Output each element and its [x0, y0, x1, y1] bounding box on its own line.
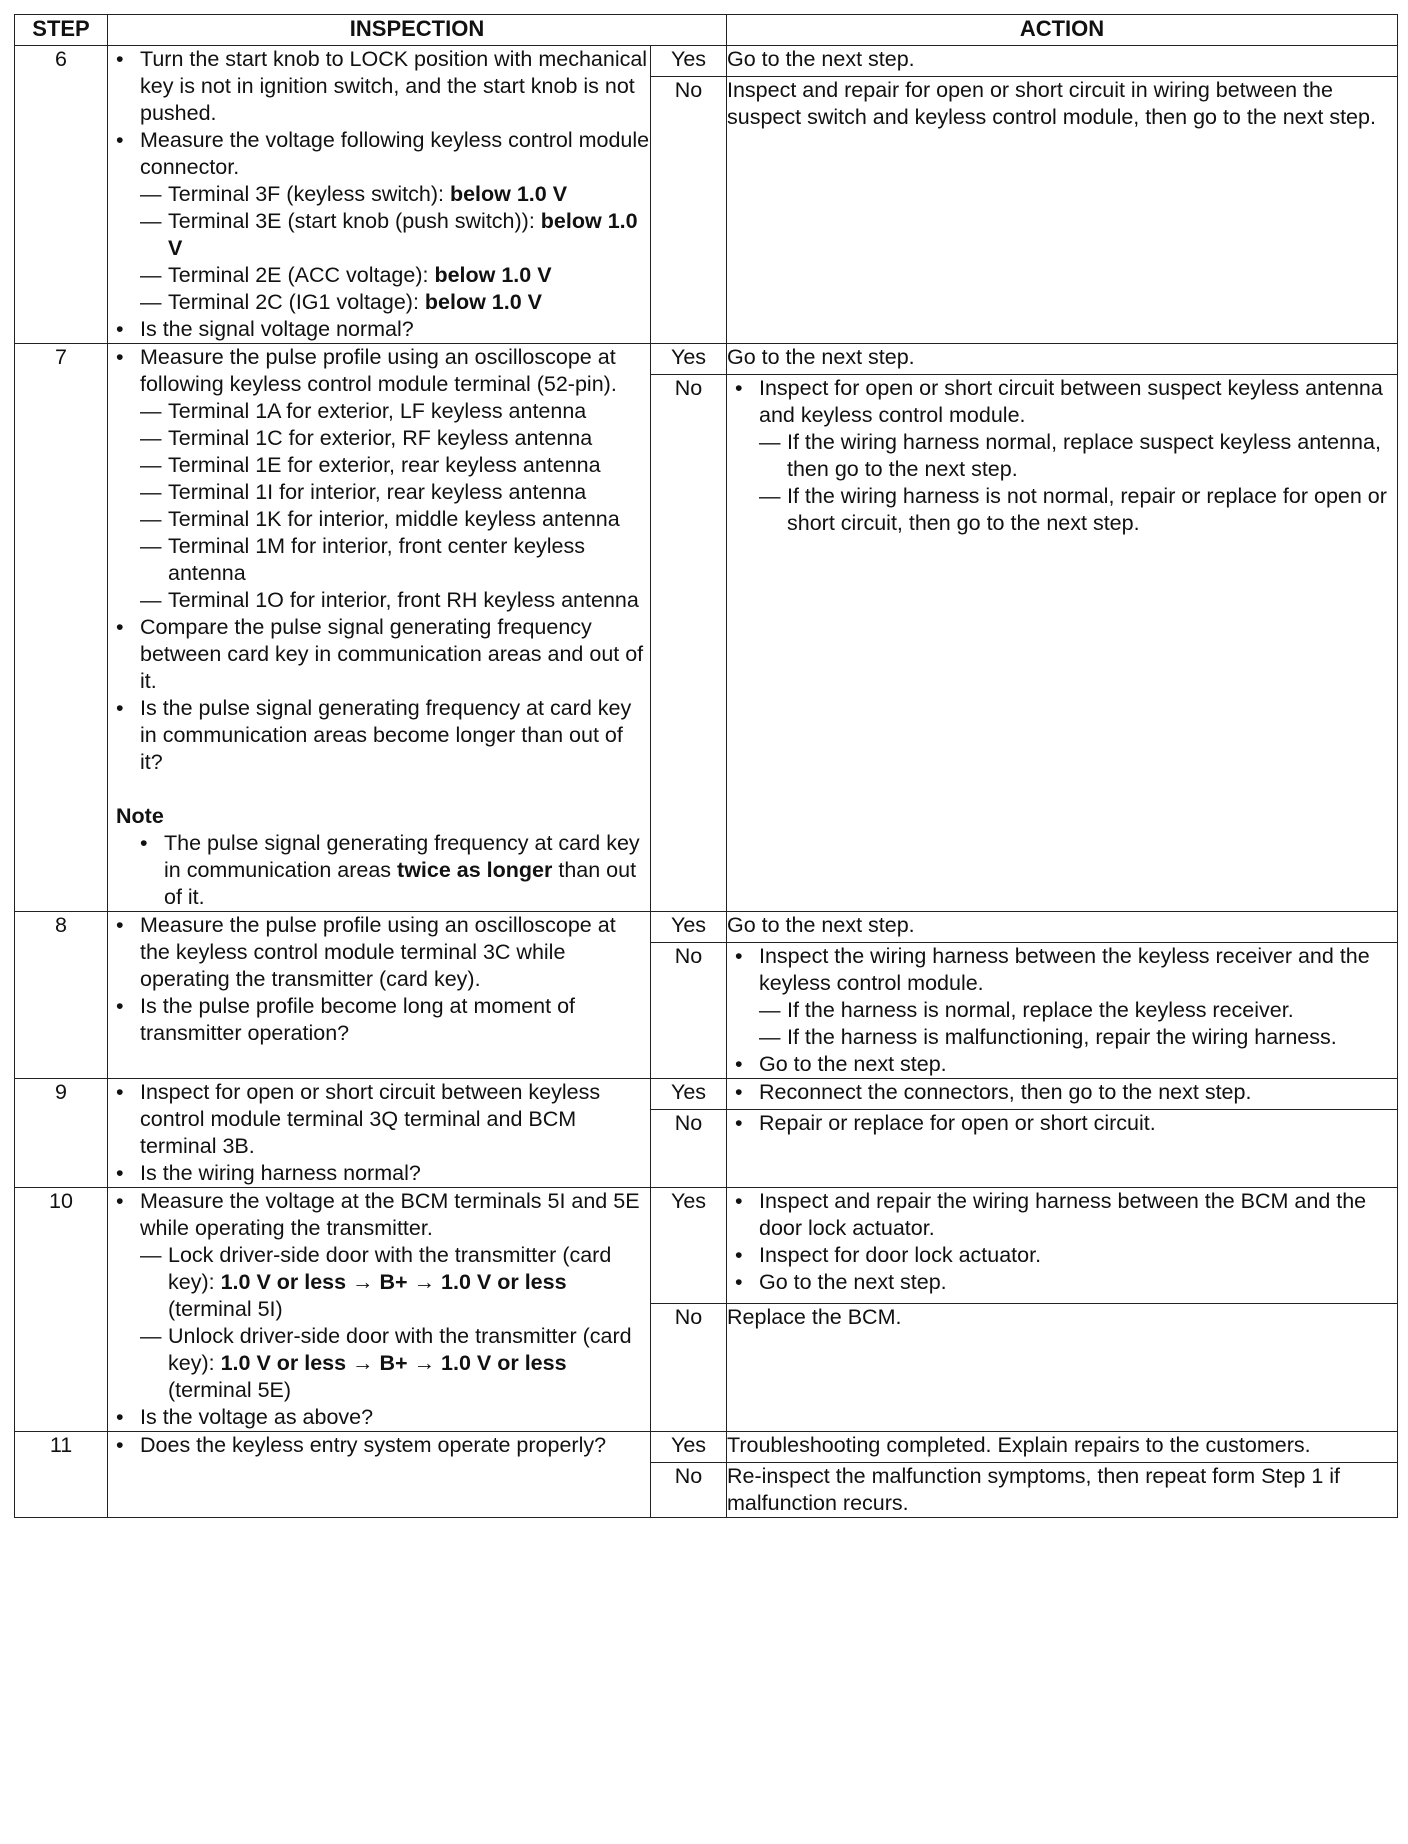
list-item: — Terminal 1I for interior, rear keyless antenna [140, 479, 650, 506]
list-item: — If the wiring harness is not normal, repair or replace for open or short circuit, then go to the next step. [759, 483, 1397, 537]
step-8-inspection [108, 912, 651, 1079]
list-item: • Does the keyless entry system operate properly? [108, 1432, 650, 1459]
list-item: • Inspect for open or short circuit between keyless control module terminal 3Q terminal and BCM terminal 3B. [108, 1079, 650, 1160]
step-number: 11 [15, 1432, 108, 1518]
no-label: No [651, 1463, 727, 1518]
step-number: 6 [15, 46, 108, 344]
step-6-inspection [108, 46, 651, 344]
no-action: Re-inspect the malfunction symptoms, then repeat form Step 1 if malfunction recurs. [727, 1463, 1398, 1518]
no-label: No [651, 943, 727, 1079]
list-item: • Measure the pulse profile using an oscilloscope at the keyless control module terminal 3C while operating the transmitter (card key). [108, 912, 650, 993]
list-item: • Compare the pulse signal generating frequency between card key in communication areas and out of it. [108, 614, 650, 695]
yes-label: Yes [651, 46, 727, 77]
step-11-row-yes [15, 1432, 1398, 1463]
list-item: • Inspect for door lock actuator. [727, 1242, 1397, 1269]
yes-label: Yes [651, 1188, 727, 1304]
step-7-row-yes [15, 344, 1398, 375]
yes-action [727, 1079, 1398, 1110]
list-item: • Is the voltage as above? [108, 1404, 650, 1431]
list-item: • Is the pulse profile become long at moment of transmitter operation? [108, 993, 650, 1047]
list-item: — If the harness is malfunctioning, repair the wiring harness. [759, 1024, 1397, 1051]
yes-label: Yes [651, 1432, 727, 1463]
step-number: 8 [15, 912, 108, 1079]
yes-label: Yes [651, 1079, 727, 1110]
note-item: • The pulse signal generating frequency at card key in communication areas twice as longer than out of it. [132, 830, 650, 911]
list-item: • Repair or replace for open or short circuit. [727, 1110, 1397, 1137]
list-item: • Turn the start knob to LOCK position with mechanical key is not in ignition switch, and the start knob is not pushed. [108, 46, 650, 127]
list-item: • Is the wiring harness normal? [108, 1160, 650, 1187]
list-item: — Terminal 1A for exterior, LF keyless antenna [140, 398, 650, 425]
list-item: — Terminal 3E (start knob (push switch)): below 1.0 V [140, 208, 650, 262]
list-item: • Measure the voltage at the BCM terminals 5I and 5E while operating the transmitter. — Lock driver-side door with the transmitter (card key): 1.0 V or less → B+ → 1.0 V or less (terminal 5I) — Unlock driver-side door with the transmitter (card key): 1.0 V or less → B+ → 1.0 V or less (terminal 5E) [108, 1188, 650, 1404]
troubleshooting-page [14, 14, 1397, 1518]
list-item: — Terminal 3F (keyless switch): below 1.0 V [140, 181, 650, 208]
list-item: — Lock driver-side door with the transmitter (card key): 1.0 V or less → B+ → 1.0 V or less (terminal 5I) [140, 1242, 650, 1323]
step-number: 10 [15, 1188, 108, 1432]
step-10-inspection [108, 1188, 651, 1432]
list-item: — Terminal 2E (ACC voltage): below 1.0 V [140, 262, 650, 289]
no-action: Replace the BCM. [727, 1303, 1398, 1431]
no-label: No [651, 77, 727, 344]
yes-action: Go to the next step. [727, 344, 1398, 375]
no-label: No [651, 375, 727, 912]
list-item: • Inspect the wiring harness between the keyless receiver and the keyless control module. — If the harness is normal, replace the keyless receiver. — If the harness is malfunctioning, repair the wiring harness. [727, 943, 1397, 1051]
list-item: • Inspect for open or short circuit between suspect keyless antenna and keyless control module. — If the wiring harness normal, replace suspect keyless antenna, then go to the next step. — If the wiring harness is not normal, repair or replace for open or short circuit, then go to the next step. [727, 375, 1397, 537]
step-7-inspection [108, 344, 651, 912]
list-item: • Measure the pulse profile using an oscilloscope at following keyless control module terminal (52-pin). — Terminal 1A for exterior, LF keyless antenna — Terminal 1C for exterior, RF keyless antenna — Terminal 1E for exterior, rear keyless antenna — Terminal 1I for interior, rear keyless antenna — Terminal 1K for interior, middle keyless antenna — Terminal 1M for interior, front center keyless antenna — Terminal 1O for interior, front RH keyless antenna [108, 344, 650, 614]
header-step: STEP [15, 15, 108, 46]
header-inspection: INSPECTION [108, 15, 727, 46]
yes-action: Go to the next step. [727, 46, 1398, 77]
step-10-row-yes [15, 1188, 1398, 1304]
no-action [727, 1110, 1398, 1188]
no-label: No [651, 1303, 727, 1431]
troubleshooting-table [14, 14, 1398, 1518]
header-action: ACTION [727, 15, 1398, 46]
step-8-row-yes [15, 912, 1398, 943]
list-item: • Inspect and repair the wiring harness between the BCM and the door lock actuator. [727, 1188, 1397, 1242]
list-item: • Go to the next step. [727, 1051, 1397, 1078]
step-9-row-yes [15, 1079, 1398, 1110]
yes-action [727, 1188, 1398, 1304]
list-item: — Terminal 1E for exterior, rear keyless antenna [140, 452, 650, 479]
list-item: • Go to the next step. [727, 1269, 1397, 1296]
step-6-row-yes [15, 46, 1398, 77]
list-item: — Terminal 2C (IG1 voltage): below 1.0 V [140, 289, 650, 316]
no-action [727, 375, 1398, 912]
no-label: No [651, 1110, 727, 1188]
no-action [727, 943, 1398, 1079]
step-11-inspection [108, 1432, 651, 1518]
list-item: — Unlock driver-side door with the transmitter (card key): 1.0 V or less → B+ → 1.0 V or less (terminal 5E) [140, 1323, 650, 1404]
yes-action: Troubleshooting completed. Explain repairs to the customers. [727, 1432, 1398, 1463]
list-item: — Terminal 1M for interior, front center keyless antenna [140, 533, 650, 587]
list-item: • Is the signal voltage normal? [108, 316, 650, 343]
step-number: 9 [15, 1079, 108, 1188]
step-9-inspection [108, 1079, 651, 1188]
list-item: • Is the pulse signal generating frequency at card key in communication areas become longer than out of it? [108, 695, 650, 776]
yes-label: Yes [651, 912, 727, 943]
list-item: — Terminal 1O for interior, front RH keyless antenna [140, 587, 650, 614]
list-item: • Reconnect the connectors, then go to the next step. [727, 1079, 1397, 1106]
no-action: Inspect and repair for open or short circuit in wiring between the suspect switch and keyless control module, then go to the next step. [727, 77, 1398, 344]
list-item: • Measure the voltage following keyless control module connector. — Terminal 3F (keyless switch): below 1.0 V — Terminal 3E (start knob (push switch)): below 1.0 V — Terminal 2E (ACC voltage): below 1.0 V — Terminal 2C (IG1 voltage): below 1.0 V [108, 127, 650, 316]
table-header-row [15, 15, 1398, 46]
yes-action: Go to the next step. [727, 912, 1398, 943]
list-item: — Terminal 1K for interior, middle keyless antenna [140, 506, 650, 533]
step-number: 7 [15, 344, 108, 912]
note-label: Note [116, 804, 164, 828]
yes-label: Yes [651, 344, 727, 375]
list-item: — If the harness is normal, replace the keyless receiver. [759, 997, 1397, 1024]
list-item: — If the wiring harness normal, replace suspect keyless antenna, then go to the next step. [759, 429, 1397, 483]
list-item: — Terminal 1C for exterior, RF keyless antenna [140, 425, 650, 452]
